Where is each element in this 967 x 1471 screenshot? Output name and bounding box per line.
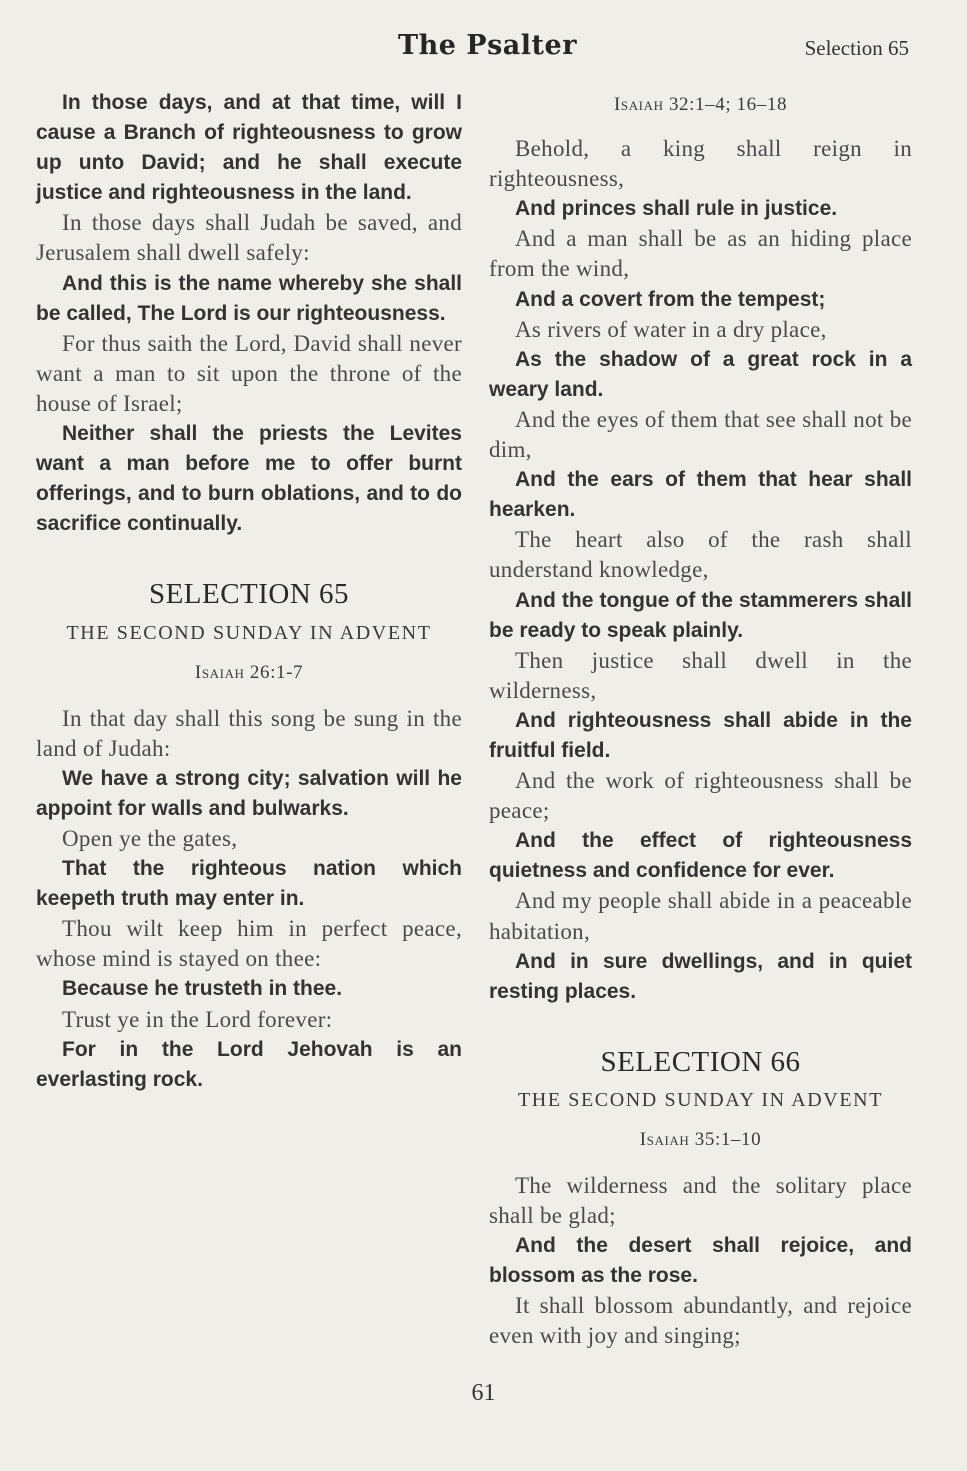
selection-heading-65: SELECTION 65 <box>148 578 350 611</box>
selection-subtitle-65: THE SECOND SUNDAY IN ADVENT <box>66 621 432 644</box>
verse-paragraph: Open ye the gates, <box>62 825 238 851</box>
verse-paragraph: And in sure dwellings, and in quiet resting places. <box>489 949 912 1003</box>
verse-paragraph: That the righteous nation which keepeth truth may enter in. <box>36 857 462 911</box>
verse-paragraph: Neither shall the priests the Levites want a man before me to offer burnt offerings, and to burn oblations, and to do sacrifice continually. <box>36 422 462 536</box>
verse-paragraph: The wilderness and the solitary place shall be glad; <box>489 1173 912 1229</box>
verse-paragraph: And righteousness shall abide in the fruitful field. <box>489 708 912 762</box>
scripture-reference-top: Isaiah 32:1–4; 16–18 <box>613 94 788 115</box>
verse-paragraph: Trust ye in the Lord forever: <box>62 1006 333 1032</box>
right-verses-bottom <box>489 1171 912 1352</box>
page-number: 61 <box>471 1380 496 1406</box>
verse-paragraph: And this is the name whereby she shall be called, The Lord is our righteousness. <box>36 271 462 325</box>
verse-paragraph: For in the Lord Jehovah is an everlasting rock. <box>36 1037 462 1091</box>
running-title: The Psalter <box>398 30 577 61</box>
verse-paragraph: We have a strong city; salvation will he appoint for walls and bulwarks. <box>36 766 462 820</box>
left-verses-bottom <box>36 704 462 1095</box>
right-verses-top <box>489 134 912 1007</box>
verse-paragraph: And the work of righteousness shall be peace; <box>489 768 912 824</box>
verse-paragraph: In those days, and at that time, will I cause a Branch of righteousness to grow up unto David; and he shall execute justice and righteousness in the land. <box>36 91 462 205</box>
verse-paragraph: For thus saith the Lord, David shall never want a man to sit upon the throne of the house of Israel; <box>36 330 462 416</box>
verse-paragraph: It shall blossom abundantly, and rejoice even with joy and singing; <box>489 1293 912 1349</box>
verse-paragraph: And the desert shall rejoice, and blossom as the rose. <box>489 1234 912 1288</box>
left-verses-top <box>36 88 462 539</box>
selection-heading-66: SELECTION 66 <box>600 1045 801 1078</box>
verse-paragraph: And my people shall abide in a peaceable habitation, <box>489 888 912 944</box>
left-column <box>36 88 462 1095</box>
verse-paragraph: Thou wilt keep him in perfect peace, whose mind is stayed on thee: <box>36 916 462 972</box>
verse-paragraph: The heart also of the rash shall understand knowledge, <box>489 527 912 583</box>
verse-paragraph: Then justice shall dwell in the wilderness, <box>489 647 912 703</box>
running-selection: Selection 65 <box>804 36 909 60</box>
verse-paragraph: In those days shall Judah be saved, and Jerusalem shall dwell safely: <box>36 210 462 266</box>
verse-paragraph: Behold, a king shall reign in righteousness, <box>489 136 912 192</box>
verse-paragraph: And the tongue of the stammerers shall be ready to speak plainly. <box>489 588 912 642</box>
scripture-reference-65: Isaiah 26:1-7 <box>194 661 304 683</box>
verse-paragraph: And the eyes of them that see shall not be dim, <box>489 406 912 463</box>
verse-paragraph: And princes shall rule in justice. <box>515 197 838 221</box>
page-header <box>0 24 967 72</box>
verse-paragraph: Because he trusteth in thee. <box>62 977 343 1001</box>
verse-paragraph: In that day shall this song be sung in the land of Judah: <box>36 705 462 761</box>
right-column <box>489 88 912 1352</box>
verse-paragraph: And the ears of them that hear shall hearken. <box>489 468 912 522</box>
verse-paragraph: As the shadow of a great rock in a weary land. <box>489 347 912 401</box>
scripture-reference-66: Isaiah 35:1–10 <box>639 1128 762 1150</box>
selection-subtitle-66: THE SECOND SUNDAY IN ADVENT <box>517 1088 884 1111</box>
verse-paragraph: As rivers of water in a dry place, <box>515 316 827 342</box>
verse-paragraph: And the effect of righteousness quietness and confidence for ever. <box>489 829 912 883</box>
verse-paragraph: And a covert from the tempest; <box>515 287 826 311</box>
verse-paragraph: And a man shall be as an hiding place from the wind, <box>489 226 912 282</box>
